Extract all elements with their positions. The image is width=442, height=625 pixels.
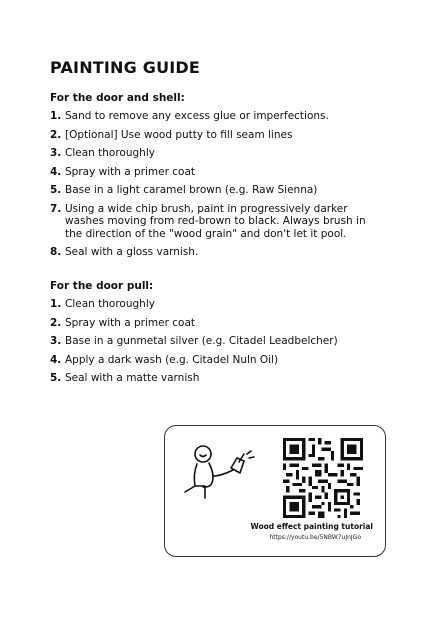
list-item <box>50 246 380 259</box>
tutorial-card <box>164 425 386 557</box>
step-text: Apply a dark wash (e.g. Citadel Nuln Oil) <box>65 353 279 366</box>
step-text: Spray with a primer coat <box>65 316 196 329</box>
step-number: 2. <box>50 128 62 141</box>
step-number: 1. <box>50 298 62 310</box>
step-text: Clean thoroughly <box>65 147 155 159</box>
list-item <box>50 298 380 311</box>
door-shell-steps <box>50 110 380 265</box>
step-number: 8. <box>50 246 62 258</box>
qr-code-icon <box>283 438 363 518</box>
step-number: 1. <box>50 110 62 122</box>
step-text: Base in a gunmetal silver (e.g. Citadel Leadbelcher) <box>65 335 338 347</box>
list-item <box>50 335 380 348</box>
step-text: Seal with a matte varnish <box>65 372 200 384</box>
step-number: 4. <box>50 165 62 178</box>
list-item <box>50 110 380 123</box>
list-item <box>50 129 380 142</box>
step-text: Sand to remove any excess glue or imperfections. <box>65 110 329 122</box>
section-heading-door-pull: For the door pull: <box>50 280 154 292</box>
step-text: Seal with a gloss varnish. <box>65 246 199 258</box>
list-item <box>50 184 380 197</box>
list-item <box>50 354 380 367</box>
tutorial-title: Wood effect painting tutorial <box>250 522 373 531</box>
list-item <box>50 317 380 330</box>
step-number: 2. <box>50 316 62 329</box>
step-number: 4. <box>50 353 62 366</box>
door-pull-steps <box>50 298 380 391</box>
section-heading-door-shell: For the door and shell: <box>50 92 185 104</box>
step-number: 5. <box>50 372 62 384</box>
step-number: 5. <box>50 184 62 196</box>
list-item <box>50 166 380 179</box>
step-number: 7. <box>50 202 62 215</box>
step-number: 3. <box>50 147 62 159</box>
page-title: PAINTING GUIDE <box>50 58 201 77</box>
list-item <box>50 203 380 241</box>
step-text: Spray with a primer coat <box>65 165 196 178</box>
step-text: Clean thoroughly <box>65 298 155 310</box>
tutorial-url[interactable]: https://youtu.be/5NBW7uJnJGo <box>269 534 361 541</box>
person-spraying-icon <box>179 442 259 510</box>
list-item <box>50 147 380 160</box>
step-text: [Optional] Use wood putty to fill seam lines <box>65 128 293 141</box>
list-item <box>50 372 380 385</box>
step-text: Base in a light caramel brown (e.g. Raw Sienna) <box>65 184 318 196</box>
step-number: 3. <box>50 335 62 347</box>
step-text: Using a wide chip brush, paint in progressively darker washes moving from red-brown to black. Always brush in the direction of the "wood grain" and don't let it pool. <box>65 202 366 240</box>
